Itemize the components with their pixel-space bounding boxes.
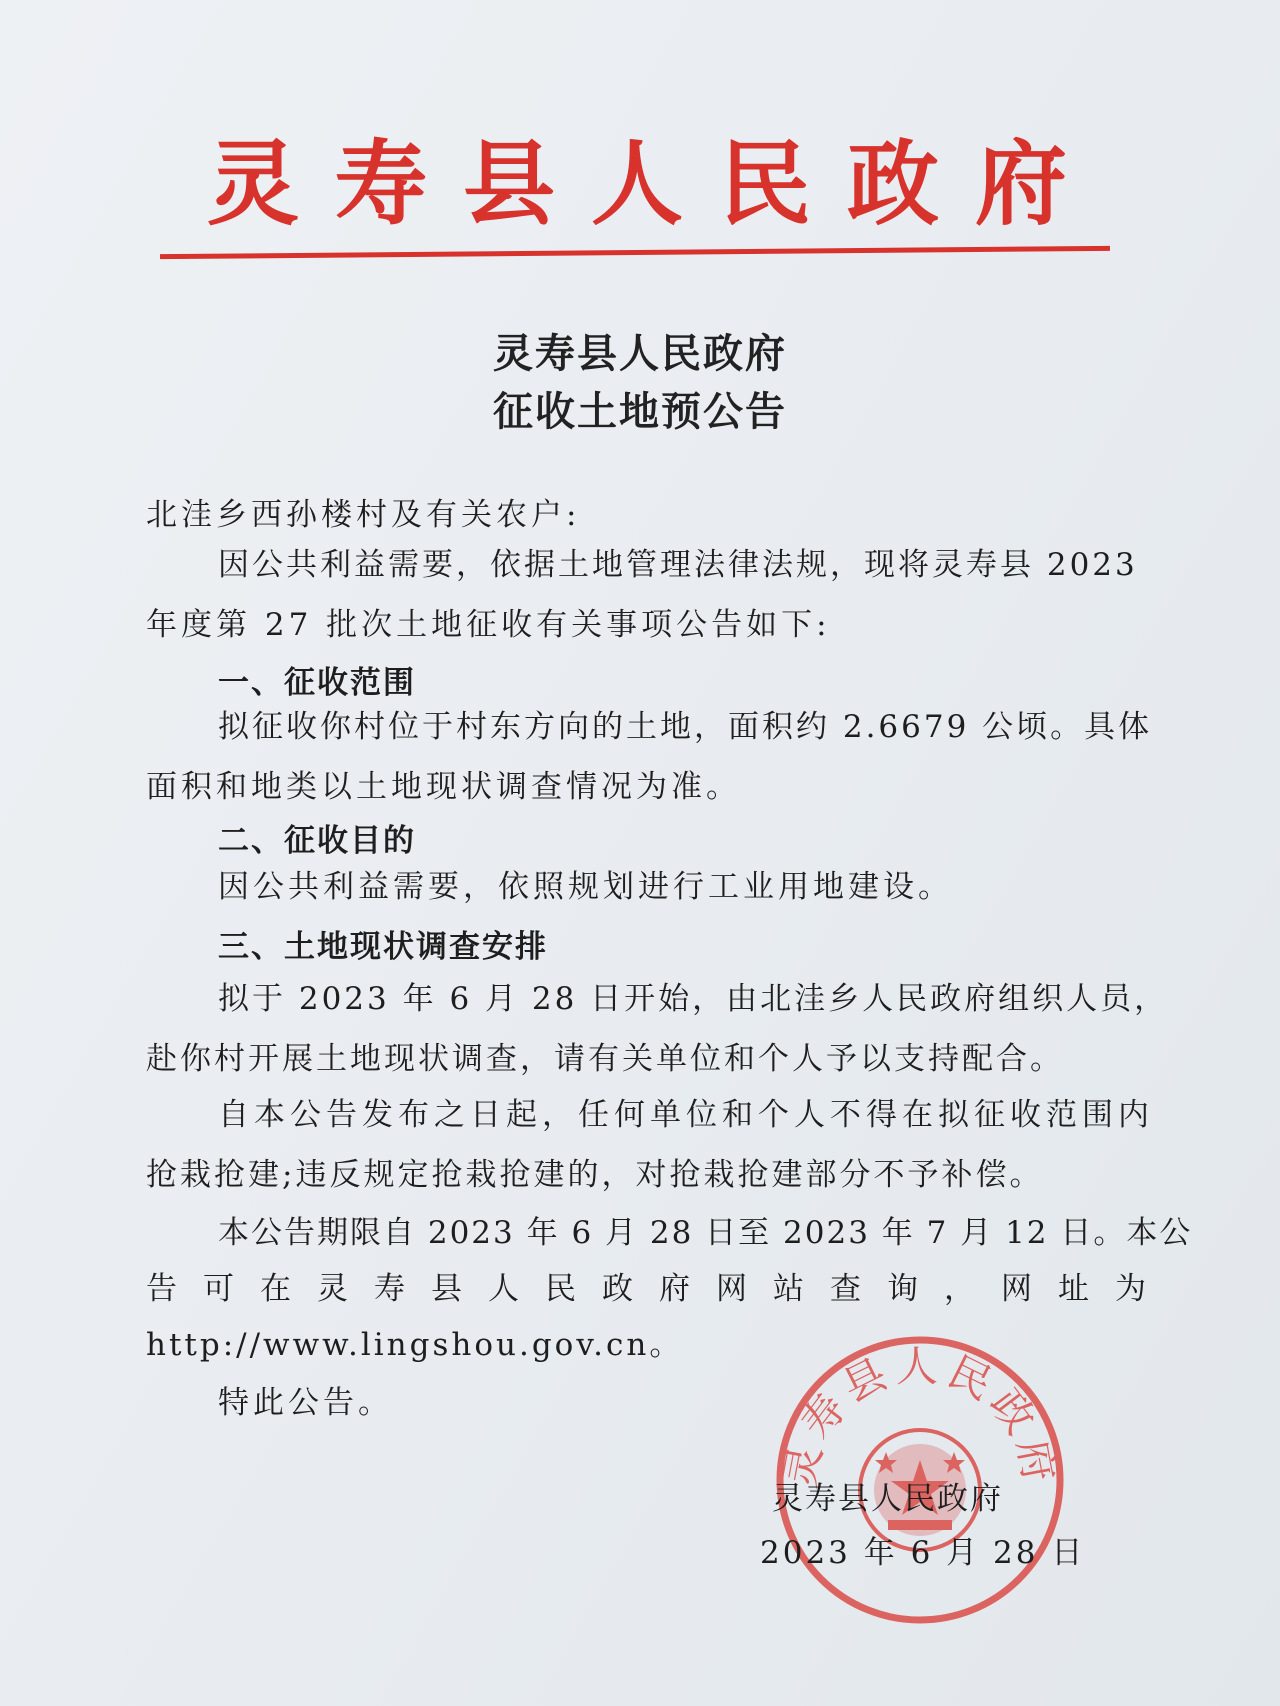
signature-date: 2023 年 6 月 28 日 xyxy=(760,1535,1086,1571)
period-line-2: 告可在灵寿县人民政府网站查询，网址为 xyxy=(146,1271,1172,1307)
document-title-line-1: 灵寿县人民政府 xyxy=(493,331,787,377)
section-3-line-1: 拟于 2023 年 6 月 28 日开始，由北洼乡人民政府组织人员， xyxy=(218,981,1169,1017)
salutation: 北洼乡西孙楼村及有关农户: xyxy=(146,497,581,533)
section-3-line-2: 赴你村开展土地现状调查，请有关单位和个人予以支持配合。 xyxy=(146,1041,1064,1077)
section-1-heading: 一、征收范围 xyxy=(218,665,416,701)
intro-line-1: 因公共利益需要，依据土地管理法律法规，现将灵寿县 2023 xyxy=(218,547,1138,583)
seal-text: 灵寿县人民政府 xyxy=(775,1342,1065,1492)
section-1-line-1: 拟征收你村位于村东方向的土地，面积约 2.6679 公顷。具体 xyxy=(218,709,1153,745)
masthead-title: 灵寿县人民政府 xyxy=(206,130,1103,238)
closing-text: 特此公告。 xyxy=(218,1385,393,1421)
period-line-1: 本公告期限自 2023 年 6 月 28 日至 2023 年 7 月 12 日。本公 xyxy=(218,1215,1193,1251)
document-title-line-2: 征收土地预公告 xyxy=(493,389,787,435)
section-2-line-1: 因公共利益需要，依照规划进行工业用地建设。 xyxy=(218,869,953,905)
notice-line-2: 抢栽抢建;违反规定抢栽抢建的，对抢栽抢建部分不予补偿。 xyxy=(146,1157,1044,1193)
red-divider-line xyxy=(160,246,1110,259)
official-seal-stamp xyxy=(770,1330,1070,1630)
section-2-heading: 二、征收目的 xyxy=(218,823,416,859)
intro-line-2: 年度第 27 批次土地征收有关事项公告如下: xyxy=(146,607,831,643)
website-url: http://www.lingshou.gov.cn。 xyxy=(146,1327,684,1363)
section-1-line-2: 面积和地类以土地现状调查情况为准。 xyxy=(146,769,741,805)
signature-issuer: 灵寿县人民政府 xyxy=(772,1481,1003,1517)
section-3-heading: 三、土地现状调查安排 xyxy=(218,929,548,965)
notice-line-1: 自本公告发布之日起，任何单位和个人不得在拟征收范围内 xyxy=(218,1097,1154,1133)
